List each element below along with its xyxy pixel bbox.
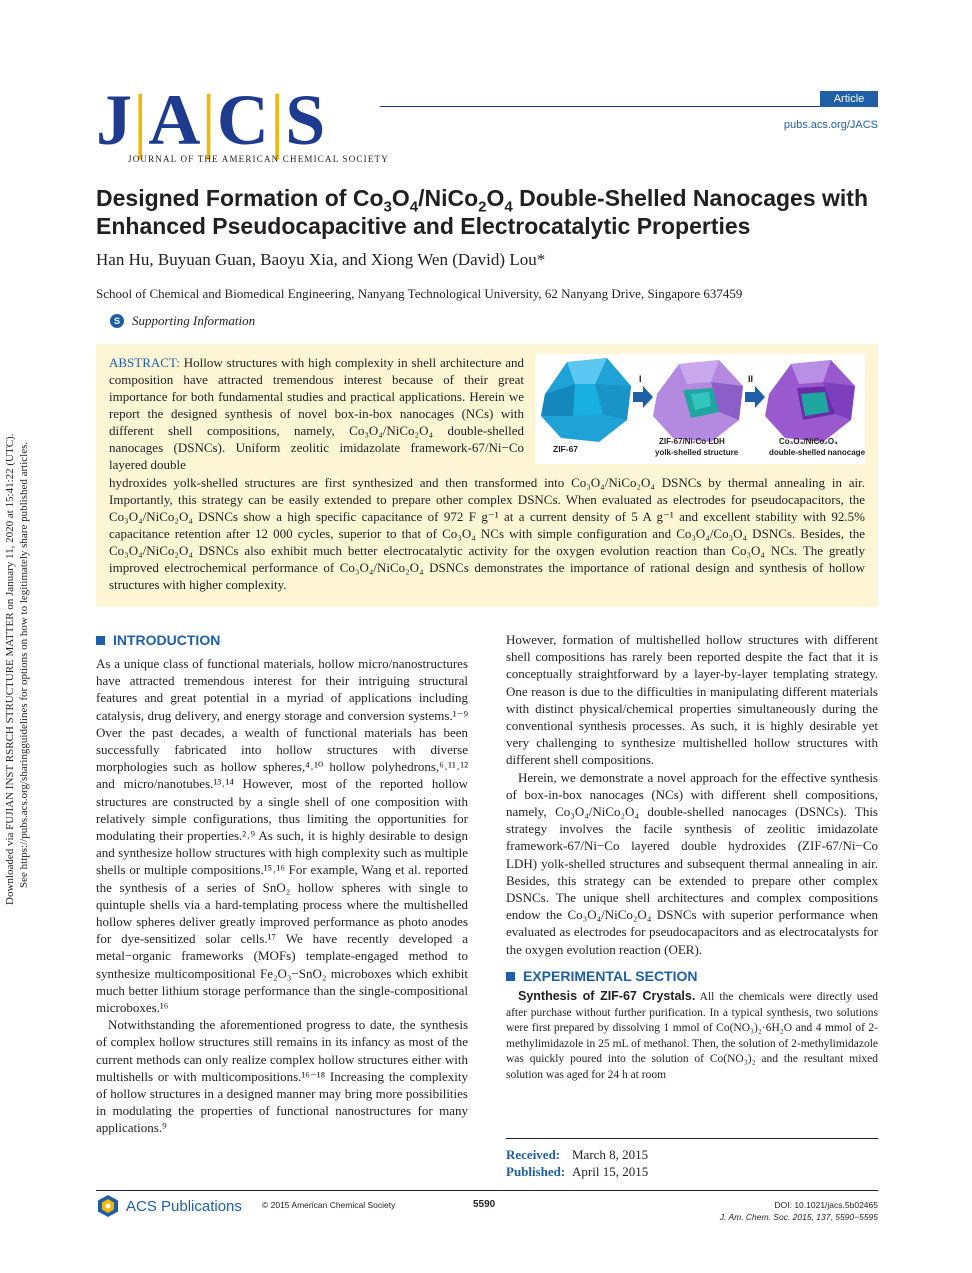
journal-citation: J. Am. Chem. Soc. 2015, 137, 5590−5595 <box>719 1212 878 1222</box>
experimental-heading: EXPERIMENTAL SECTION <box>506 968 878 985</box>
publication-dates <box>506 1146 648 1180</box>
affiliation: School of Chemical and Biomedical Engineering, Nanyang Technological University, 62 Nanyang Drive, Singapore 637459 <box>96 286 743 301</box>
toc-label-yolk-b: yolk-shelled structure <box>655 448 739 457</box>
experimental-paragraph: Synthesis of ZIF-67 Crystals. All the chemicals were directly used after purchase without further purification. In a typical synthesis, two solutions were first prepared by dissolving 1 mmol of Co(NO₃)₂·6H₂O and 4 mmol of 2-methylimidazole in 25 mL of methanol. Then, the solution of 2-methylimidazole was quickly poured into the solution of Co(NO₃)₂ and the resultant mixed solution was aged for 24 h at room <box>506 989 878 1081</box>
page-number: 5590 <box>473 1199 496 1210</box>
introduction-heading: INTRODUCTION <box>96 632 220 648</box>
published-date: April 15, 2015 <box>572 1164 649 1179</box>
header-rule <box>380 106 878 107</box>
acs-publications-label: ACS Publications <box>126 1197 242 1215</box>
acs-hexagon-icon <box>96 1194 120 1218</box>
toc-label-dsnc-a: Co₃O₄/NiCo₂O₄ <box>779 437 838 446</box>
logo-letter: A <box>148 80 202 160</box>
right-paragraph-2: Herein, we demonstrate a novel approach for the effective synthesis of box-in-box nanocages (NCs) with different shell compositions, namely, Co₃O₄/NiCo₂O₄ double-shelled nanocages (DSNCs). This strategy involves the facile synthesis of zeolitic imidazolate framework-67/Ni−Co layered double hydroxides (ZIF-67/Ni−Co LDH) yolk-shelled structures and subsequent thermal annealing in air. Besides, this strategy can be extended to prepare other complex DSNCs. The unique shell architectures and complex compositions endow the Co₃O₄/NiCo₂O₄ DSNCs with superior performance when evaluated as electrodes for pseudocapacitors and as electrocatalysts for the oxygen evolution reaction (OER). <box>506 769 878 957</box>
toc-label-yolk-a: ZIF-67/Ni-Co LDH <box>659 437 725 446</box>
toc-label-zif67: ZIF-67 <box>553 444 579 454</box>
journal-url-link[interactable]: pubs.acs.org/JACS <box>783 119 878 131</box>
doi-citation[interactable] <box>640 1199 878 1223</box>
double-shelled-nanocage <box>765 360 855 442</box>
abstract-text-top: ABSTRACT: Hollow structures with high complexity in shell architecture and composition have attracted tremendous interest because of their great importance for both fundamental studies and practical applications. Herein we report the designed synthesis of novel box-in-box nanocages (NCs) with different shell compositions, namely, Co₃O₄/NiCo₂O₄ double-shelled nanocages (DSNCs). Uniform zeolitic imidazolate framework-67/Ni−Co layered double <box>109 355 524 472</box>
logo-letter: J <box>96 80 133 160</box>
yolk-shell-polyhedron <box>653 360 743 442</box>
introduction-body <box>96 655 468 1137</box>
abstract-text-bottom: hydroxides yolk-shelled structures are first synthesized and then transformed into Co₃O₄/NiCo₂O₄ DSNCs by thermal annealing in air. Importantly, this strategy can be easily extended to prepare other complex DSNCs. When evaluated as electrodes for pseudocapacitors, the Co₃O₄/NiCo₂O₄ DSNCs show a high specific capacitance of 972 F g⁻¹ at a current density of 5 A g⁻¹ and excellent stability with 92.5% capacitance retention after 12 000 cycles, superior to that of Co₃O₄ NCs with simple configuration and Co₃O₄/Co₃O₄ DSNCs. Besides, the Co₃O₄/NiCo₂O₄ DSNCs also exhibit much better electrocatalytic activity for the oxygen evolution reaction than Co₃O₄ NCs. The greatly improved electrochemical performance of Co₃O₄/NiCo₂O₄ DSNCs demonstrates the importance of rational design and synthesis of hollow structures with higher complexity. <box>109 475 865 592</box>
toc-label-dsnc-b: double-shelled nanocage <box>769 448 865 457</box>
arrow-step-1 <box>633 374 653 408</box>
section-marker-icon <box>506 972 515 981</box>
supporting-info-label: Supporting Information <box>132 313 256 328</box>
dates-rule <box>506 1138 878 1139</box>
received-date: March 8, 2015 <box>572 1147 649 1162</box>
footer-rule <box>96 1190 878 1191</box>
download-notice: Downloaded via FUJIAN INST RSRCH STRUCTURE MATTER on January 11, 2020 at 15:41:22 (UTC). <box>4 433 16 905</box>
doi-link[interactable]: DOI: 10.1021/jacs.5b02465 <box>774 1200 878 1210</box>
intro-paragraph-1: As a unique class of functional materials, hollow micro/nanostructures have attracted tremendous interest for their intriguing structural features and great potential in a myriad of applications including catalysis, drug delivery, and energy storage and conversion systems.¹⁻⁹ Over the past decades, a wealth of functional materials has been successfully fabricated into hollow structures with diverse morphologies such as hollow spheres,⁴˒¹⁰ hollow polyhedrons,⁶˒¹¹˒¹² and micro/nanotubes.¹³˒¹⁴ However, most of the reported hollow structures are constructed by a single shell of one composition with relatively simple configurations, thus limiting the opportunities for modulating their properties.²˒⁹ As such, it is highly desirable to design and synthesize hollow structures with high complexity such as multiple shells or multiple compositions.¹⁵˒¹⁶ For example, Wang et al. reported the synthesis of a series of SnO₂ hollow spheres with single to quintuple shells via a hard-templating process where the multishelled hollow spheres deliver greatly improved performance as photo anodes for dye-sensitized solar cells.¹⁷ We have recently developed a metal−organic frameworks (MOFs) template-engaged method to synthesize multicompositional Fe₂O₃−SnO₂ microboxes which exhibit much better lithium storage performance than the single-compositional microboxes.¹⁶ <box>96 656 468 1016</box>
published-label: Published: <box>506 1164 566 1179</box>
right-column <box>506 631 878 1083</box>
logo-letter: S <box>285 80 327 160</box>
arrow-step-2 <box>745 374 765 408</box>
synthesis-subheading: Synthesis of ZIF-67 Crystals. <box>518 989 696 1004</box>
right-paragraph-1: However, formation of multishelled hollow structures with different shell compositions has rarely been reported despite the fact that it is conceptually straightforward by a layer-by-layer templating strategy. One reason is due to the difficulties in manipulating different materials with distinct physical/chemical properties simultaneously during the conventional synthesis processes. As such, it is highly desirable yet very challenging to synthesize multishelled hollow structures with different shell compositions. <box>506 632 878 768</box>
arrow-step-1-label: I <box>639 374 642 384</box>
section-marker-icon <box>96 636 105 645</box>
zif67-polyhedron <box>541 358 631 442</box>
supporting-information-link[interactable] <box>110 313 255 329</box>
supporting-info-icon: S <box>110 314 124 328</box>
logo-letter: C <box>216 80 270 160</box>
sharing-guidelines-notice: See https://pubs.acs.org/sharingguidelines for options on how to legitimately share published articles. <box>18 441 30 888</box>
article-title: Designed Formation of $Co_3O_4/NiCo_2O_4$ Double-Shelled Nanocages with Enhanced Pseudocapacitive and Electrocatalytic Properties <box>96 185 868 239</box>
logo-subtitle: JOURNAL OF THE AMERICAN CHEMICAL SOCIETY <box>128 154 389 164</box>
copyright-notice: © 2015 American Chemical Society <box>262 1200 396 1210</box>
received-label: Received: <box>506 1147 561 1162</box>
arrow-step-2-label: II <box>748 374 754 384</box>
toc-graphic[interactable] <box>535 354 865 464</box>
abstract-heading: ABSTRACT: <box>109 355 180 370</box>
article-type-badge: Article <box>820 91 878 107</box>
author-list[interactable]: Han Hu, Buyuan Guan, Baoyu Xia, and Xiong Wen (David) Lou* <box>96 250 546 269</box>
intro-paragraph-2: Notwithstanding the aforementioned progress to date, the synthesis of complex hollow structures still remains in its infancy as most of the current methods can only realize complex hollow structures either with multishells or with multicompositions.¹⁶⁻¹⁸ Increasing the complexity of hollow structures in a designed manner may bring more possibilities in modulating the properties of functional nanostructures for many applications.⁹ <box>96 1017 468 1136</box>
jacs-logo[interactable]: J|A|C|S JOURNAL OF THE AMERICAN CHEMICAL SOCIETY <box>96 80 389 164</box>
acs-publications-logo[interactable] <box>96 1194 242 1218</box>
